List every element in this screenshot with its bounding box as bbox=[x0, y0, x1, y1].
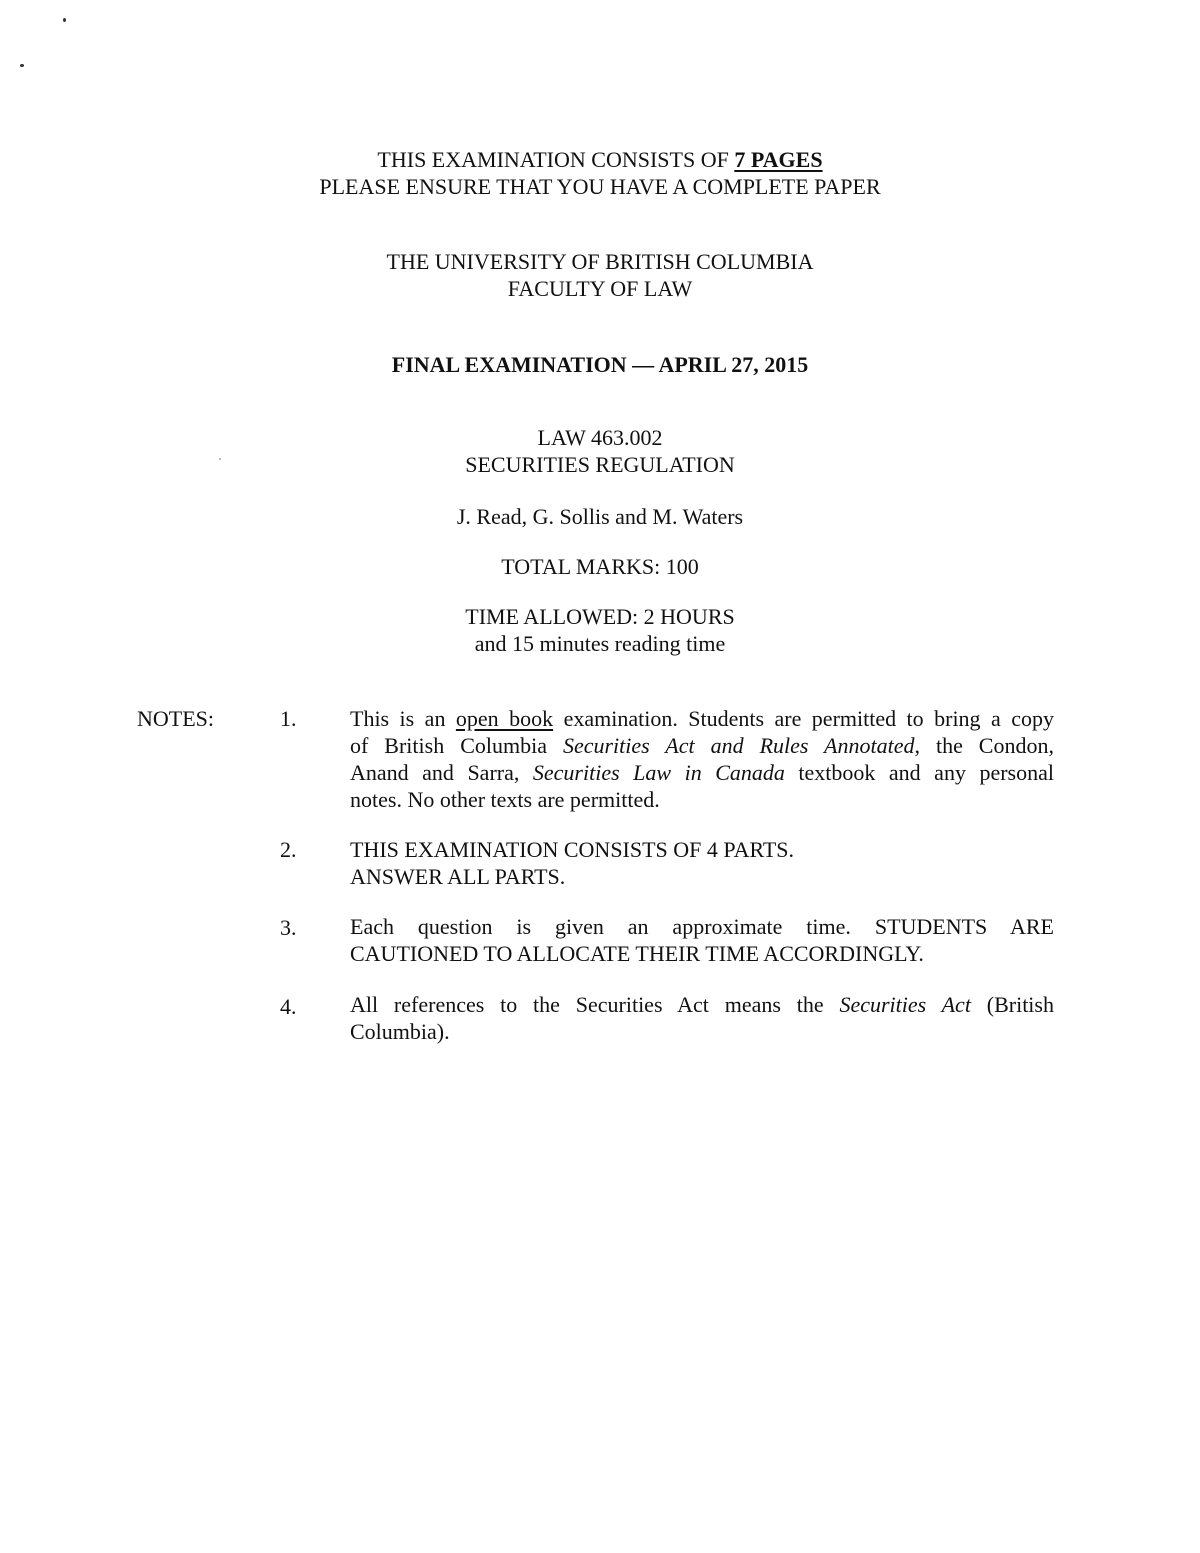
notes-label: NOTES: bbox=[137, 706, 214, 731]
faculty-name: FACULTY OF LAW bbox=[507, 276, 693, 301]
note-1-text bbox=[350, 705, 1054, 813]
note-number: 3. bbox=[280, 915, 297, 940]
note-4-line: Columbia). bbox=[350, 1019, 450, 1044]
note-4-line: All references to the Securities Act means the Securities Act (British bbox=[350, 992, 1054, 1017]
exam-title bbox=[0, 351, 1200, 378]
note-2-text bbox=[350, 836, 1054, 890]
instructors bbox=[0, 503, 1200, 530]
total-marks-text: TOTAL MARKS: 100 bbox=[501, 554, 699, 579]
note-number: 2. bbox=[280, 837, 297, 862]
note-1-line: notes. No other texts are permitted. bbox=[350, 787, 660, 812]
act-title: Securities Act bbox=[839, 992, 971, 1017]
note-4-text bbox=[350, 991, 1054, 1045]
exam-title-text: FINAL EXAMINATION bbox=[391, 352, 627, 377]
exam-date: APRIL 27, 2015 bbox=[658, 352, 809, 377]
book-title-securities-law: Securities Law in Canada bbox=[532, 760, 785, 785]
open-book-emphasis: open book bbox=[455, 706, 554, 731]
course-name: SECURITIES REGULATION bbox=[465, 452, 735, 477]
scan-speck bbox=[63, 18, 66, 22]
pages-count: 7 PAGES bbox=[734, 147, 823, 172]
note-number: 1. bbox=[280, 706, 297, 731]
pages-line-prefix: THIS EXAMINATION CONSISTS OF bbox=[377, 147, 735, 172]
ensure-line: PLEASE ENSURE THAT YOU HAVE A COMPLETE PAPER bbox=[319, 174, 881, 199]
reading-time-text: and 15 minutes reading time bbox=[474, 631, 726, 656]
institution-block bbox=[0, 248, 1200, 302]
course-code: LAW 463.002 bbox=[537, 425, 663, 450]
course-block bbox=[0, 424, 1200, 478]
time-allowed-text: TIME ALLOWED: 2 HOURS bbox=[465, 604, 735, 629]
note-1-line: This is an open book examination. Students are permitted to bring a copy bbox=[350, 706, 1054, 731]
note-number: 4. bbox=[280, 994, 297, 1019]
note-1-line: Anand and Sarra, Securities Law in Canada textbook and any personal bbox=[350, 760, 1054, 785]
instructors-text: J. Read, G. Sollis and M. Waters bbox=[456, 504, 744, 529]
university-name: THE UNIVERSITY OF BRITISH COLUMBIA bbox=[386, 249, 814, 274]
title-dash: — bbox=[632, 352, 655, 377]
time-allowed bbox=[0, 603, 1200, 657]
scan-speck bbox=[20, 64, 24, 67]
page-count-notice bbox=[0, 146, 1200, 200]
note-1-line: of British Columbia Securities Act and Rules Annotated, the Condon, bbox=[350, 733, 1054, 758]
note-3-line: CAUTIONED TO ALLOCATE THEIR TIME ACCORDINGLY. bbox=[350, 941, 924, 966]
note-2-line: ANSWER ALL PARTS. bbox=[350, 864, 566, 889]
note-3-line: Each question is given an approximate time. STUDENTS ARE bbox=[350, 914, 1054, 939]
book-title-securities-act: Securities Act and Rules Annotated bbox=[562, 733, 915, 758]
pages-line bbox=[0, 146, 1200, 173]
note-2-line: THIS EXAMINATION CONSISTS OF 4 PARTS. bbox=[350, 837, 795, 862]
note-3-text bbox=[350, 913, 1054, 967]
total-marks bbox=[0, 553, 1200, 580]
